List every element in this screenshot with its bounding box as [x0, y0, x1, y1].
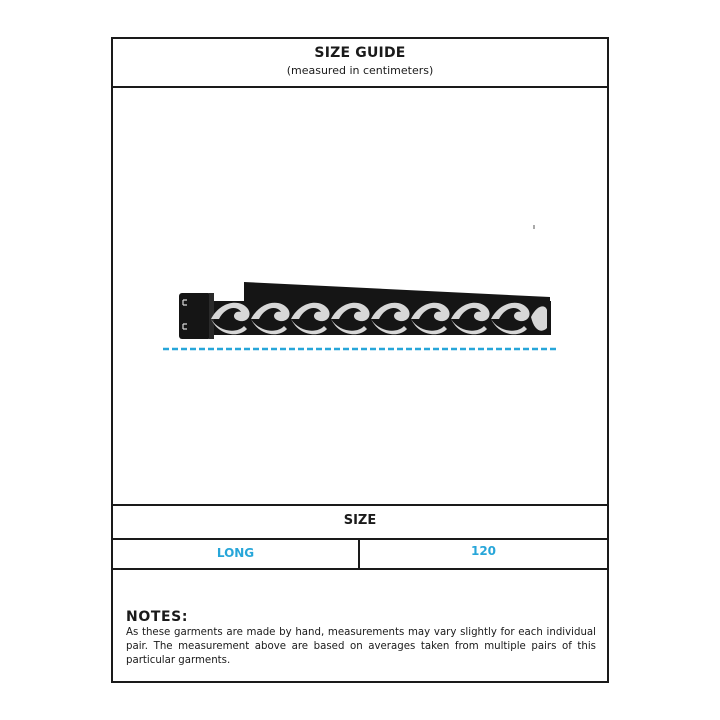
size-table-header: SIZE: [113, 504, 607, 540]
page-subtitle: (measured in centimeters): [286, 64, 434, 77]
page-title: SIZE GUIDE: [314, 45, 406, 61]
size-guide-card: [111, 37, 609, 683]
size-value-cell: 120: [470, 544, 497, 558]
belt-image: [179, 282, 551, 339]
size-guide-header: [113, 39, 607, 88]
size-label-cell: LONG: [113, 538, 360, 568]
notes-section: [126, 609, 596, 668]
notes-title: NOTES:: [126, 609, 189, 625]
notes-text: As these garments are made by hand, measurements may vary slightly for each individual pair. The measurement above are based on averages taken from multiple pairs of this particular garments.: [126, 627, 596, 666]
product-figure: [113, 88, 607, 504]
size-table-row: [113, 538, 607, 570]
belt-illustration: [113, 88, 607, 504]
